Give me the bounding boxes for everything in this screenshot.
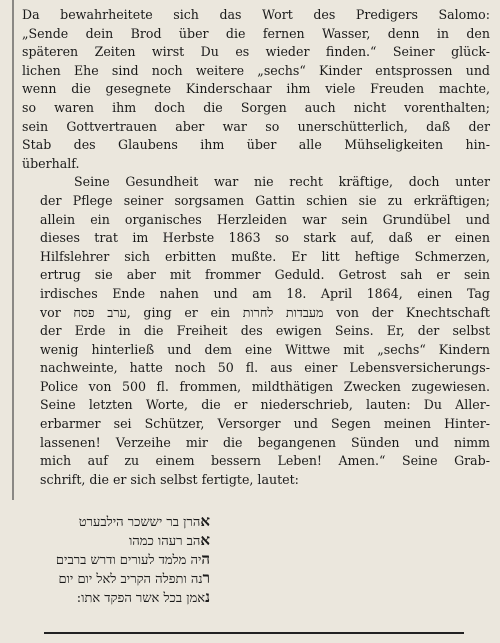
text-line: so waren ihm doch die Sorgen auch nicht vorenthalten; — [22, 99, 490, 115]
text-line: wenig hinterließ und dem eine Wittwe mit „sechs“ Kindern — [40, 341, 490, 357]
text-line: überhalf. — [22, 155, 80, 171]
text-line: späteren Zeiten wirst Du es wieder finden.“ Seiner glück- — [22, 44, 490, 60]
text-line: „Sende dein Brod über die fernen Wasser, denn in den — [22, 25, 490, 41]
paragraph-2 — [22, 173, 490, 489]
bottom-rule — [44, 632, 464, 634]
text-line: lichen Ehe sind noch weitere „sechs“ Kinder entsprossen und — [22, 62, 490, 78]
text-line: der Pflege seiner sorgsamen Gattin schien sie zu erkräftigen; — [40, 192, 490, 208]
text-line: Da bewahrheitete sich das Wort des Predigers Salomo: — [22, 7, 490, 22]
epitaph-line: אהרן בר יששכר הילבערט — [78, 512, 210, 530]
epitaph-line: רנה ותפלה הקריב לאל יום יום — [58, 569, 210, 587]
text-line: wenn die gesegnete Kinderschaar ihm viele Freuden machte, — [22, 81, 490, 97]
epitaph-line: נאמן בכל אשר הפקד אתו: — [76, 588, 210, 606]
text-line: erbarmer sei Schützer, Versorger und Segen meinen Hinter- — [40, 416, 490, 432]
text-line: lassenen! Verzeihe mir die begangenen Sünden und nimm — [40, 434, 490, 450]
epitaph-line: אהב רעהו כמהו — [128, 531, 210, 549]
epitaph-line: היה מלמד לעורים ודרש ברבים — [55, 550, 210, 568]
text-line: dieses trat im Herbste 1863 so stark auf, daß er einen — [40, 230, 490, 246]
text-line: vor ערב פסח, ging er ein מעבדות לחרות von der Knechtschaft — [40, 304, 490, 320]
text-line: allein ein organisches Herzleiden war sein Grundübel und — [40, 211, 490, 227]
paragraph-1 — [22, 6, 490, 173]
text-line: ertrug sie aber mit frommer Geduld. Getrost sah er sein — [40, 267, 490, 283]
text-line: Hilfslehrer sich erbitten mußte. Er litt heftige Schmerzen, — [40, 248, 490, 264]
text-line: Police von 500 fl. frommen, mildthätigen Zwecken zugewiesen. — [40, 378, 490, 394]
text-line: mich auf zu einem bessern Leben! Amen.“ Seine Grab- — [40, 453, 490, 469]
text-line: schrift, die er sich selbst fertigte, lautet: — [40, 471, 299, 487]
text-line: irdisches Ende nahen und am 18. April 1864, einen Tag — [40, 285, 490, 301]
text-line: Stab des Glaubens ihm über alle Mühseligkeiten hin- — [22, 137, 490, 153]
article-body — [22, 6, 490, 489]
text-line: Seine letzten Worte, die er niederschrieb, lauten: Du Aller- — [40, 397, 490, 413]
text-line: sein Gottvertrauen aber war so unerschütterlich, daß der — [22, 118, 490, 134]
column-rule — [12, 0, 14, 500]
text-line: der Erde in die Freiheit des ewigen Seins. Er, der selbst — [40, 323, 490, 339]
text-line: nachweinte, hatte noch 50 fl. aus einer Lebensversicherungs- — [40, 360, 490, 376]
text-line: Seine Gesundheit war nie recht kräftige, doch unter — [74, 174, 490, 190]
